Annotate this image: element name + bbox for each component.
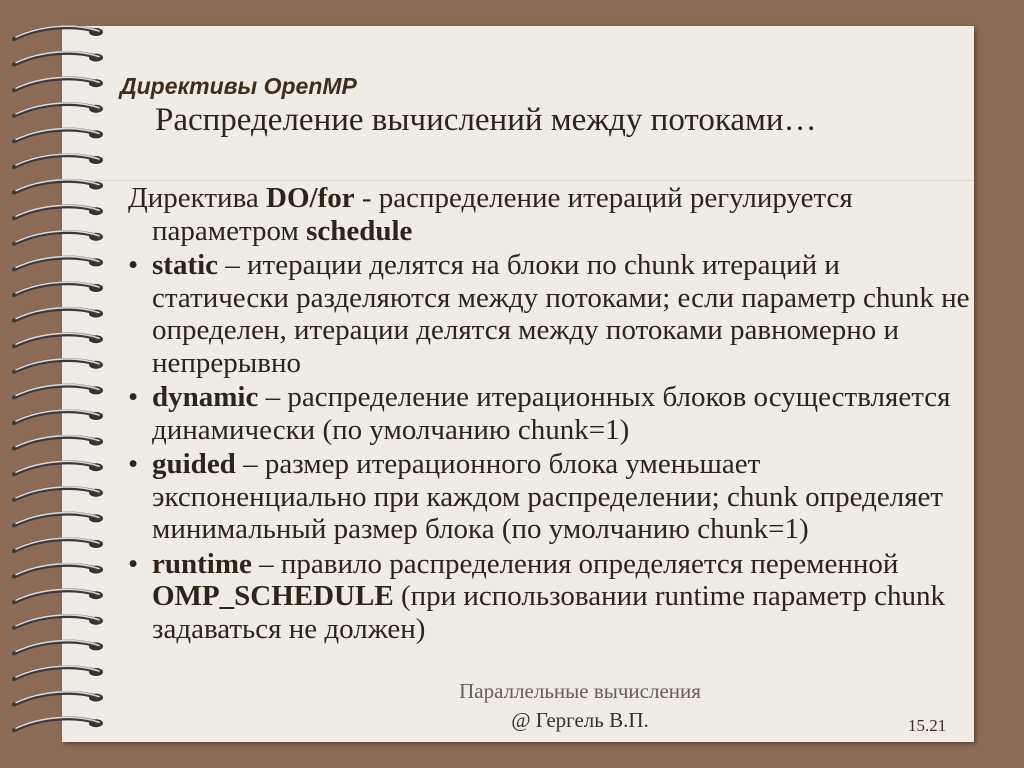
intro-keyword: DO/for: [266, 182, 355, 214]
binding-ring: [14, 589, 103, 602]
binding-ring: [14, 129, 103, 142]
bullet-keyword-env: OMP_SCHEDULE: [152, 580, 394, 612]
binding-ring: [14, 410, 103, 423]
binding-ring: [14, 538, 103, 551]
intro-paragraph: [128, 182, 978, 247]
bullet-keyword: static: [152, 249, 219, 281]
binding-ring: [14, 52, 103, 65]
slide-topic: Директивы OpenMP: [120, 73, 357, 99]
list-item-static: [128, 249, 978, 379]
bullet-glyph: •: [128, 448, 139, 480]
bullet-text: – итерации делятся на блоки по chunk итераций и статически разделяются между потоками; если параметр chunk не определен, итерации делятся между потоками равномерно и непрерывно: [152, 249, 970, 379]
bullet-text: – правило распределения определяется переменной: [251, 547, 899, 580]
list-item-runtime: [128, 548, 978, 646]
binding-ring: [14, 77, 103, 90]
bullet-glyph: •: [128, 381, 139, 413]
bullet-glyph: •: [128, 249, 139, 281]
binding-ring: [14, 180, 103, 193]
bullet-keyword: dynamic: [152, 381, 259, 413]
binding-ring: [14, 282, 103, 295]
binding-ring: [14, 564, 103, 577]
binding-ring: [14, 615, 103, 628]
list-item-guided: [128, 448, 978, 546]
binding-ring: [14, 257, 103, 270]
bullet-text: – размер итерационного блока уменьшает экспоненциально при каждом распределении; chunk определяет минимальный размер блока (по умолчанию chunk=1): [152, 448, 944, 545]
binding-ring: [14, 308, 103, 321]
binding-ring: [14, 487, 103, 500]
bullet-keyword: guided: [152, 448, 236, 480]
binding-ring: [14, 641, 103, 654]
schedule-list: [128, 249, 978, 645]
bullet-text-tail: (при использовании runtime параметр chunk задаваться не должен): [152, 580, 945, 645]
bullet-glyph: •: [128, 547, 139, 580]
intro-post: - распределение итераций регулируется параметром: [152, 182, 853, 247]
intro-keyword-schedule: schedule: [306, 214, 413, 247]
list-item-dynamic: [128, 381, 978, 446]
footer-author: @ Гергель В.П.: [511, 708, 649, 732]
binding-ring: [14, 385, 103, 398]
binding-ring: [14, 436, 103, 449]
slide-number: 15.21: [908, 716, 947, 735]
binding-ring: [14, 717, 103, 730]
slide-body: [128, 182, 978, 647]
slide-title: Распределение вычислений между потоками…: [155, 102, 817, 138]
binding-ring: [14, 692, 103, 705]
binding-ring: [14, 154, 103, 167]
binding-ring: [14, 333, 103, 346]
footer-course: Параллельные вычисления: [459, 679, 701, 703]
spiral-binding: [0, 10, 120, 750]
binding-ring: [14, 26, 103, 39]
bullet-text: – распределение итерационных блоков осуществляется динамически (по умолчанию chunk=1): [152, 381, 951, 446]
binding-ring: [14, 103, 103, 116]
title-divider: [62, 180, 974, 181]
binding-ring: [14, 513, 103, 526]
binding-ring: [14, 205, 103, 218]
binding-ring: [14, 231, 103, 244]
intro-pre: Директива: [128, 182, 267, 214]
binding-ring: [14, 461, 103, 474]
binding-ring: [14, 359, 103, 372]
binding-ring: [14, 666, 103, 679]
bullet-keyword: runtime: [152, 547, 252, 580]
